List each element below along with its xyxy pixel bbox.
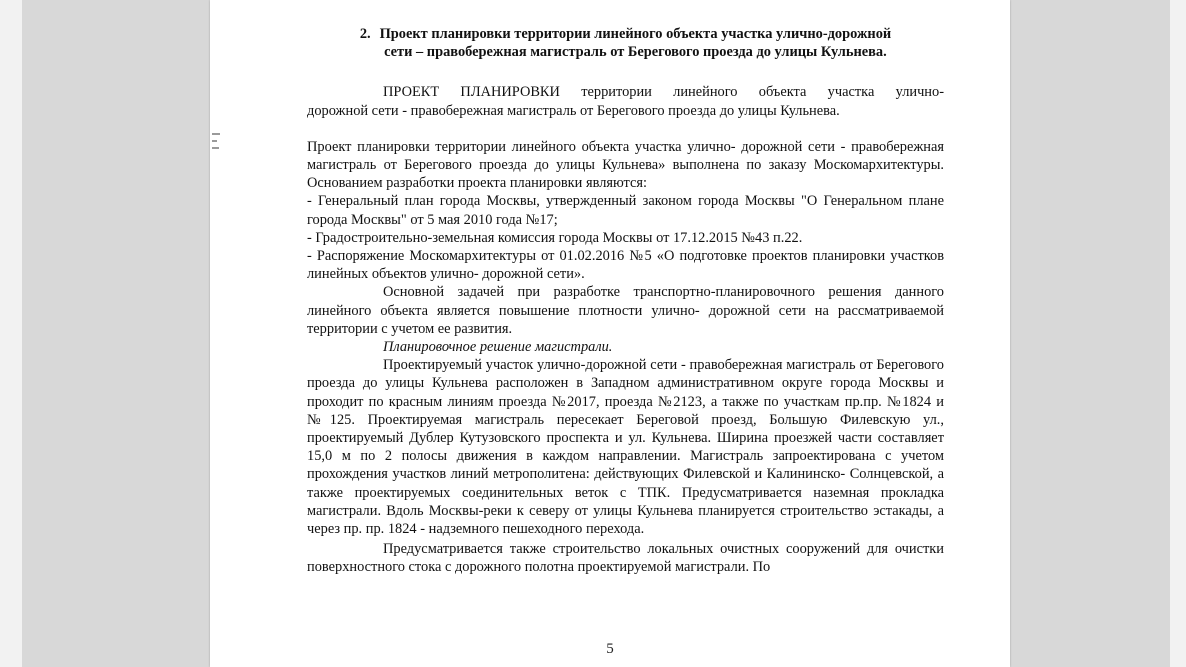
intro-line-1: ПРОЕКТ ПЛАНИРОВКИ территории линейного объекта участка улично- [383, 84, 944, 101]
intro-paragraph [307, 83, 944, 119]
section-heading [307, 25, 944, 61]
list-item-general-plan: - Генеральный план города Москвы, утвержденный законом города Москвы "О Генеральном плане города Москвы" от 5 мая 2010 года №17; [307, 193, 944, 228]
list-item-commission: - Градостроительно-земельная комиссия города Москвы от 17.12.2015 №43 п.22. [307, 229, 803, 246]
subheading-planning-solution: Планировочное решение магистрали. [383, 339, 613, 356]
viewer-right-edge [1170, 0, 1186, 667]
viewer-left-edge [0, 0, 22, 667]
paragraph-main-task: Основной задачей при разработке транспортно-планировочного решения данного линейного объекта является повышение плотности улично- дорожной сети на рассматриваемой территории с учетом ее развития. [307, 284, 944, 337]
page-content [307, 25, 944, 577]
heading-line-2: сети – правобережная магистраль от Берегового проезда до улицы Кульнева. [384, 44, 887, 61]
paragraph-treatment-facilities: Предусматривается также строительство локальных очистных сооружений для очистки поверхностного стока с дорожного полотна проектируемой магистрали. По [307, 541, 944, 576]
intro-line-2: дорожной сети - правобережная магистраль от Берегового проезда до улицы Кульнева. [307, 102, 840, 119]
section-number: 2. [359, 26, 371, 42]
document-page [210, 0, 1010, 667]
page-number: 5 [606, 641, 614, 657]
paragraph-route-description: Проектируемый участок улично-дорожной сети - правобережная магистраль от Берегового проезда до улицы Кульнева расположен в Западном административном округе города Москвы и проходит по красным линиям проезда №2017, проезда №2123, а также по участкам пр.пр. №1824 и №125. Проектируемая магистраль пересекает Береговой проезд, Большую Филевскую ул., проектируемый Дублер Кутузовского проспекта и ул. Кульнева. Ширина проезжей части составляет 15,0 м по 2 полосы движения в каждом направлении. Магистраль запроектирована с учетом прохождения участков линий метрополитена: действующих Филевской и Калининско- Солнцевской, а также проектируемых соединительных веток с ТПК. Предусматривается наземная прокладка магистрали. Вдоль Москвы-реки к северу от улицы Кульнева планируется строительство эстакады, а через пр. пр. 1824 - надземного пешеходного перехода. [307, 357, 944, 538]
paragraph-basis: Проект планировки территории линейного объекта участка улично- дорожной сети - правобережная магистраль от Берегового проезда до улицы Кульнева» выполнена по заказу Москомархитектуры. Основанием разработки проекта планировки являются: [307, 138, 944, 192]
heading-line-1: Проект планировки территории линейного объекта участка улично-дорожной [379, 26, 892, 42]
scan-margin-marks [212, 128, 220, 168]
list-item-order: - Распоряжение Москомархитектуры от 01.02.2016 №5 «О подготовке проектов планировки участков линейных объектов улично- дорожной сети». [307, 248, 944, 283]
